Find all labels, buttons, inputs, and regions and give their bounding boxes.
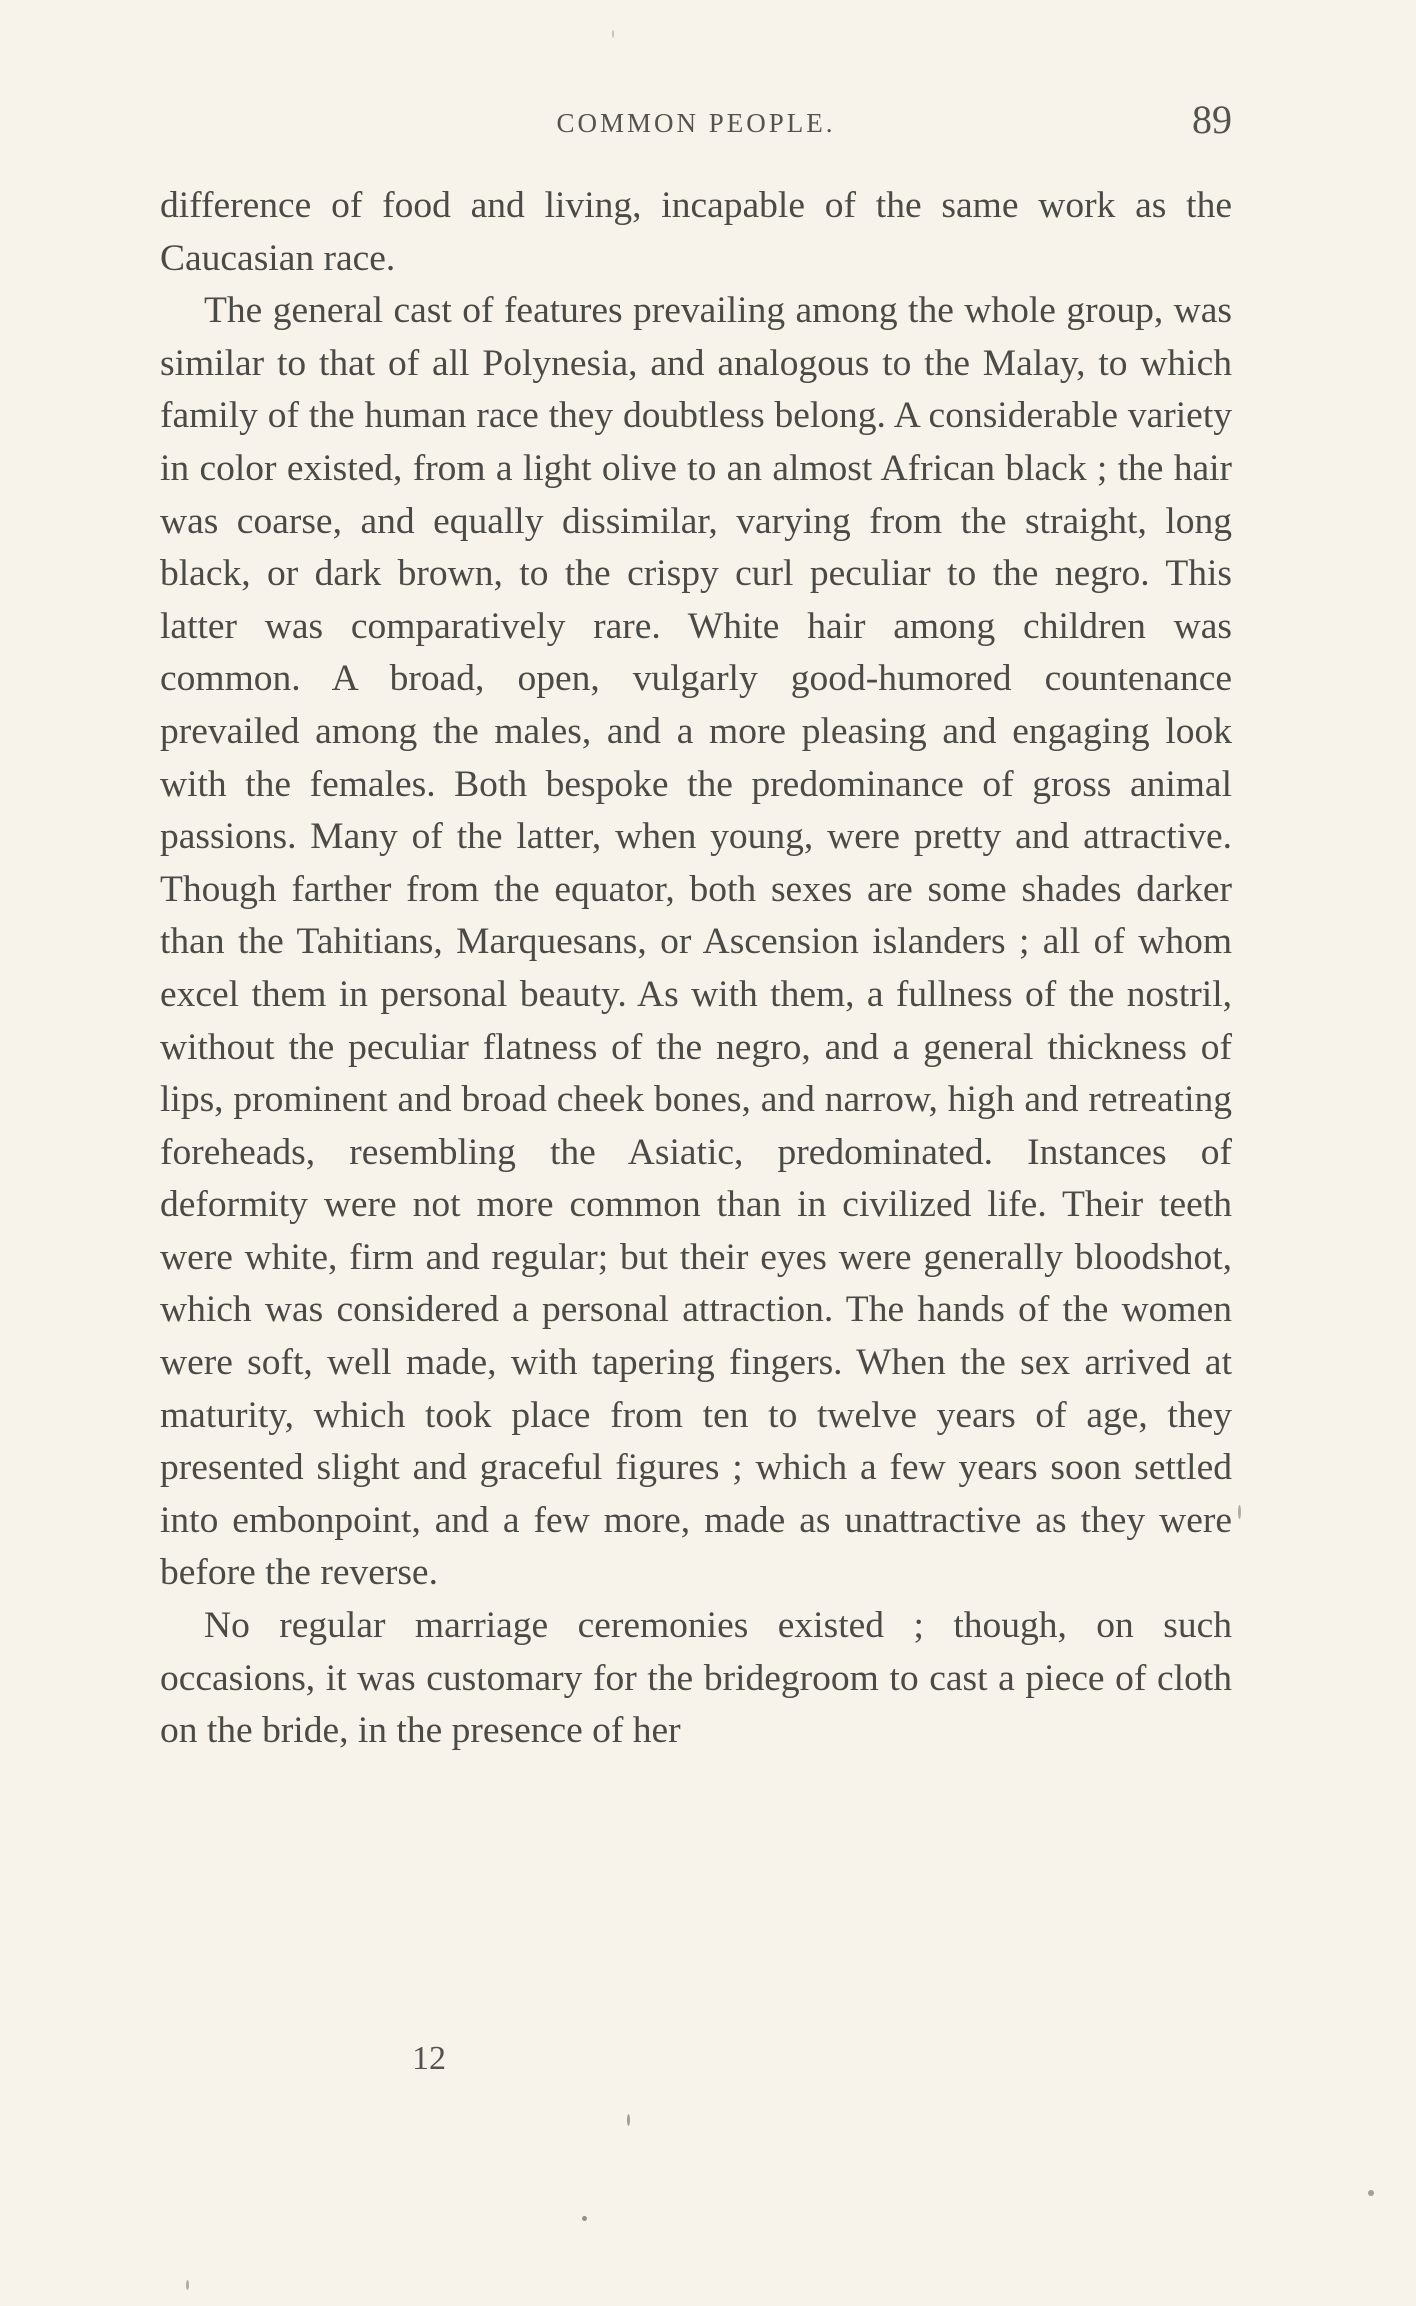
paper-speck [1238,1505,1241,1519]
paper-speck [627,2114,630,2126]
running-title: COMMON PEOPLE. [556,108,836,138]
signature-mark: 12 [412,2040,446,2077]
body-text [160,180,1232,1758]
paragraph-continuation: difference of food and living, incapable of the same work as the Caucasian race. [160,185,1232,279]
page-number: 89 [1192,97,1232,142]
paragraph-marriage: No regular marriage ceremonies existed ; though, on such occasions, it was customary for the bridegroom to cast a piece of cloth on the bride, in the presence of her [160,1605,1232,1752]
paper-speck [582,2216,587,2221]
paragraph-features: The general cast of features prevailing among the whole group, was similar to that of all Polynesia, and analogous to the Malay, to which family of the human race they doubtless belong. A considerable variety in color existed, from a light olive to an almost African black ; the hair was coarse, and equally dissimilar, varying from the straight, long black, or dark brown, to the crispy curl peculiar to the negro. This latter was comparatively rare. White hair among children was common. A broad, open, vulgarly good-humored countenance prevailed among the males, and a more pleasing and engaging look with the females. Both bespoke the predominance of gross animal passions. Many of the latter, when young, were pretty and attractive. Though farther from the equator, both sexes are some shades darker than the Tahitians, Marquesans, or Ascension islanders ; all of whom excel them in personal beauty. As with them, a fullness of the nostril, without the peculiar flatness of the negro, and a general thickness of lips, prominent and broad cheek bones, and narrow, high and retreating foreheads, resembling the Asiatic, predominated. Instances of deformity were not more common than in civilized life. Their teeth were white, firm and regular; but their eyes were generally bloodshot, which was considered a personal attraction. The hands of the women were soft, well made, with tapering fingers. When the sex arrived at maturity, which took place from ten to twelve years of age, they presented slight and graceful figures ; which a few years soon settled into embonpoint, and a few more, made as unattractive as they were before the reverse. [160,290,1232,1594]
paper-speck [1368,2190,1374,2196]
page-header [160,96,1232,156]
paper-speck [186,2280,189,2290]
paper-speck [612,30,614,38]
